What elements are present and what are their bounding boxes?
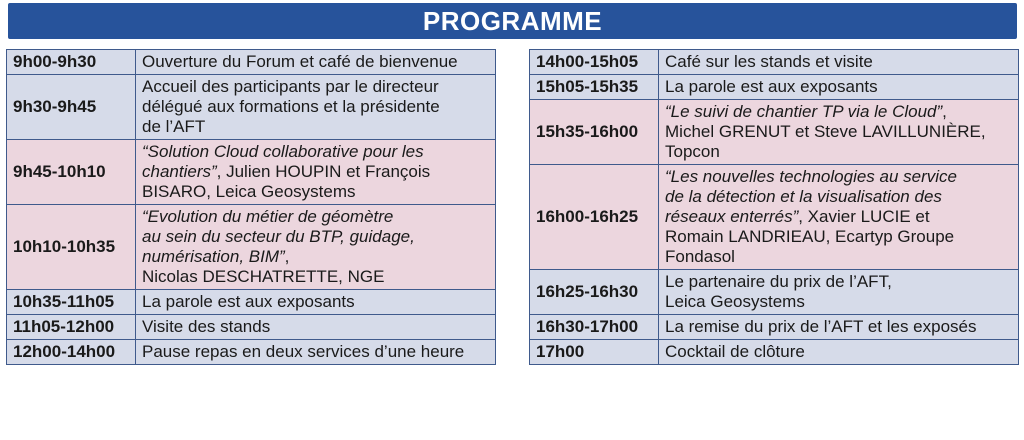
schedule-row: [7, 75, 496, 140]
time-slot: 10h10-10h35: [7, 205, 136, 290]
description-text: , Xavier LUCIE et: [798, 207, 930, 226]
schedule-table-afternoon: [529, 49, 1019, 365]
session-description: [659, 315, 1019, 340]
session-description: [136, 75, 496, 140]
time-slot: 10h35-11h05: [7, 290, 136, 315]
description-line: [665, 207, 1012, 227]
time-slot: 9h45-10h10: [7, 140, 136, 205]
description-line: [142, 142, 489, 162]
description-line: [665, 142, 1012, 162]
time-slot: 9h00-9h30: [7, 50, 136, 75]
description-line: [142, 292, 489, 312]
description-line: [142, 77, 489, 97]
description-line: [665, 317, 1012, 337]
session-description: [659, 100, 1019, 165]
session-description: [136, 140, 496, 205]
description-text: BISARO, Leica Geosystems: [142, 182, 356, 201]
description-line: [142, 52, 489, 72]
session-description: [136, 290, 496, 315]
time-slot: 16h30-17h00: [530, 315, 659, 340]
talk-title-text: au sein du secteur du BTP, guidage,: [142, 227, 415, 246]
description-line: [142, 227, 489, 247]
description-line: [142, 117, 489, 137]
description-text: , Julien HOUPIN et François: [216, 162, 431, 181]
description-line: [142, 267, 489, 287]
session-description: [136, 205, 496, 290]
description-line: [665, 102, 1012, 122]
time-slot: 16h25-16h30: [530, 270, 659, 315]
description-line: [665, 52, 1012, 72]
description-text: Nicolas DESCHATRETTE, NGE: [142, 267, 385, 286]
description-text: ,: [942, 102, 947, 121]
description-line: [665, 227, 1012, 247]
description-text: La parole est aux exposants: [142, 292, 355, 311]
time-slot: 15h35-16h00: [530, 100, 659, 165]
description-text: Visite des stands: [142, 317, 271, 336]
page-title: PROGRAMME: [422, 5, 603, 36]
talk-title-text: “Evolution du métier de géomètre: [142, 207, 394, 226]
time-slot: 11h05-12h00: [7, 315, 136, 340]
description-text: Le partenaire du prix de l’AFT,: [665, 272, 892, 291]
time-slot: 15h05-15h35: [530, 75, 659, 100]
schedule-row: [7, 290, 496, 315]
description-line: [665, 342, 1012, 362]
description-line: [142, 162, 489, 182]
description-text: Fondasol: [665, 247, 735, 266]
description-text: La remise du prix de l’AFT et les exposés: [665, 317, 977, 336]
description-text: délégué aux formations et la présidente: [142, 97, 440, 116]
schedule-row: [530, 75, 1019, 100]
time-slot: 16h00-16h25: [530, 165, 659, 270]
description-text: Café sur les stands et visite: [665, 52, 873, 71]
description-text: de l’AFT: [142, 117, 206, 136]
description-text: Leica Geosystems: [665, 292, 805, 311]
session-description: [136, 340, 496, 365]
talk-title-text: numérisation, BIM”: [142, 247, 285, 266]
time-slot: 9h30-9h45: [7, 75, 136, 140]
description-text: ,: [284, 247, 290, 266]
talk-title-text: “Le suivi de chantier TP via le Cloud”: [665, 102, 943, 121]
description-line: [665, 272, 1012, 292]
description-line: [142, 342, 489, 362]
schedule-row: [7, 205, 496, 290]
schedule-table-morning: [6, 49, 496, 365]
session-description: [659, 75, 1019, 100]
description-text: Romain LANDRIEAU, Ecartyp Groupe: [665, 227, 955, 246]
talk-title-text: de la détection et la visualisation des: [665, 187, 942, 206]
description-text: Accueil des participants par le directeur: [142, 77, 439, 96]
description-text: Ouverture du Forum et café de bienvenue: [142, 52, 458, 71]
description-line: [665, 122, 1012, 142]
description-text: Michel GRENUT et Steve LAVILLUNIÈRE,: [665, 122, 986, 141]
time-slot: 12h00-14h00: [7, 340, 136, 365]
description-line: [665, 167, 1012, 187]
session-description: [659, 270, 1019, 315]
schedule-row: [7, 315, 496, 340]
talk-title-text: réseaux enterrés”: [665, 207, 799, 226]
session-description: [136, 50, 496, 75]
time-slot: 14h00-15h05: [530, 50, 659, 75]
schedule-row: [530, 165, 1019, 270]
schedule-row: [530, 50, 1019, 75]
talk-title-text: “Solution Cloud collaborative pour les: [142, 142, 424, 161]
description-text: La parole est aux exposants: [665, 77, 878, 96]
description-line: [665, 292, 1012, 312]
schedule-row: [530, 340, 1019, 365]
description-line: [665, 247, 1012, 267]
time-slot: 17h00: [530, 340, 659, 365]
description-line: [665, 77, 1012, 97]
description-text: Pause repas en deux services d’une heure: [142, 342, 465, 361]
description-line: [142, 97, 489, 117]
description-line: [142, 247, 489, 267]
talk-title-text: chantiers”: [142, 162, 217, 181]
schedule-row: [7, 340, 496, 365]
programme-banner: [8, 3, 1017, 39]
schedule-row: [7, 50, 496, 75]
talk-title-text: “Les nouvelles technologies au service: [665, 167, 958, 186]
session-description: [659, 50, 1019, 75]
description-line: [142, 207, 489, 227]
schedule-row: [530, 100, 1019, 165]
schedule-row: [530, 270, 1019, 315]
description-line: [142, 317, 489, 337]
description-line: [142, 182, 489, 202]
session-description: [659, 340, 1019, 365]
description-text: Topcon: [665, 142, 720, 161]
schedule-row: [7, 140, 496, 205]
schedule-row: [530, 315, 1019, 340]
session-description: [659, 165, 1019, 270]
description-line: [665, 187, 1012, 207]
description-text: Cocktail de clôture: [665, 342, 805, 361]
session-description: [136, 315, 496, 340]
